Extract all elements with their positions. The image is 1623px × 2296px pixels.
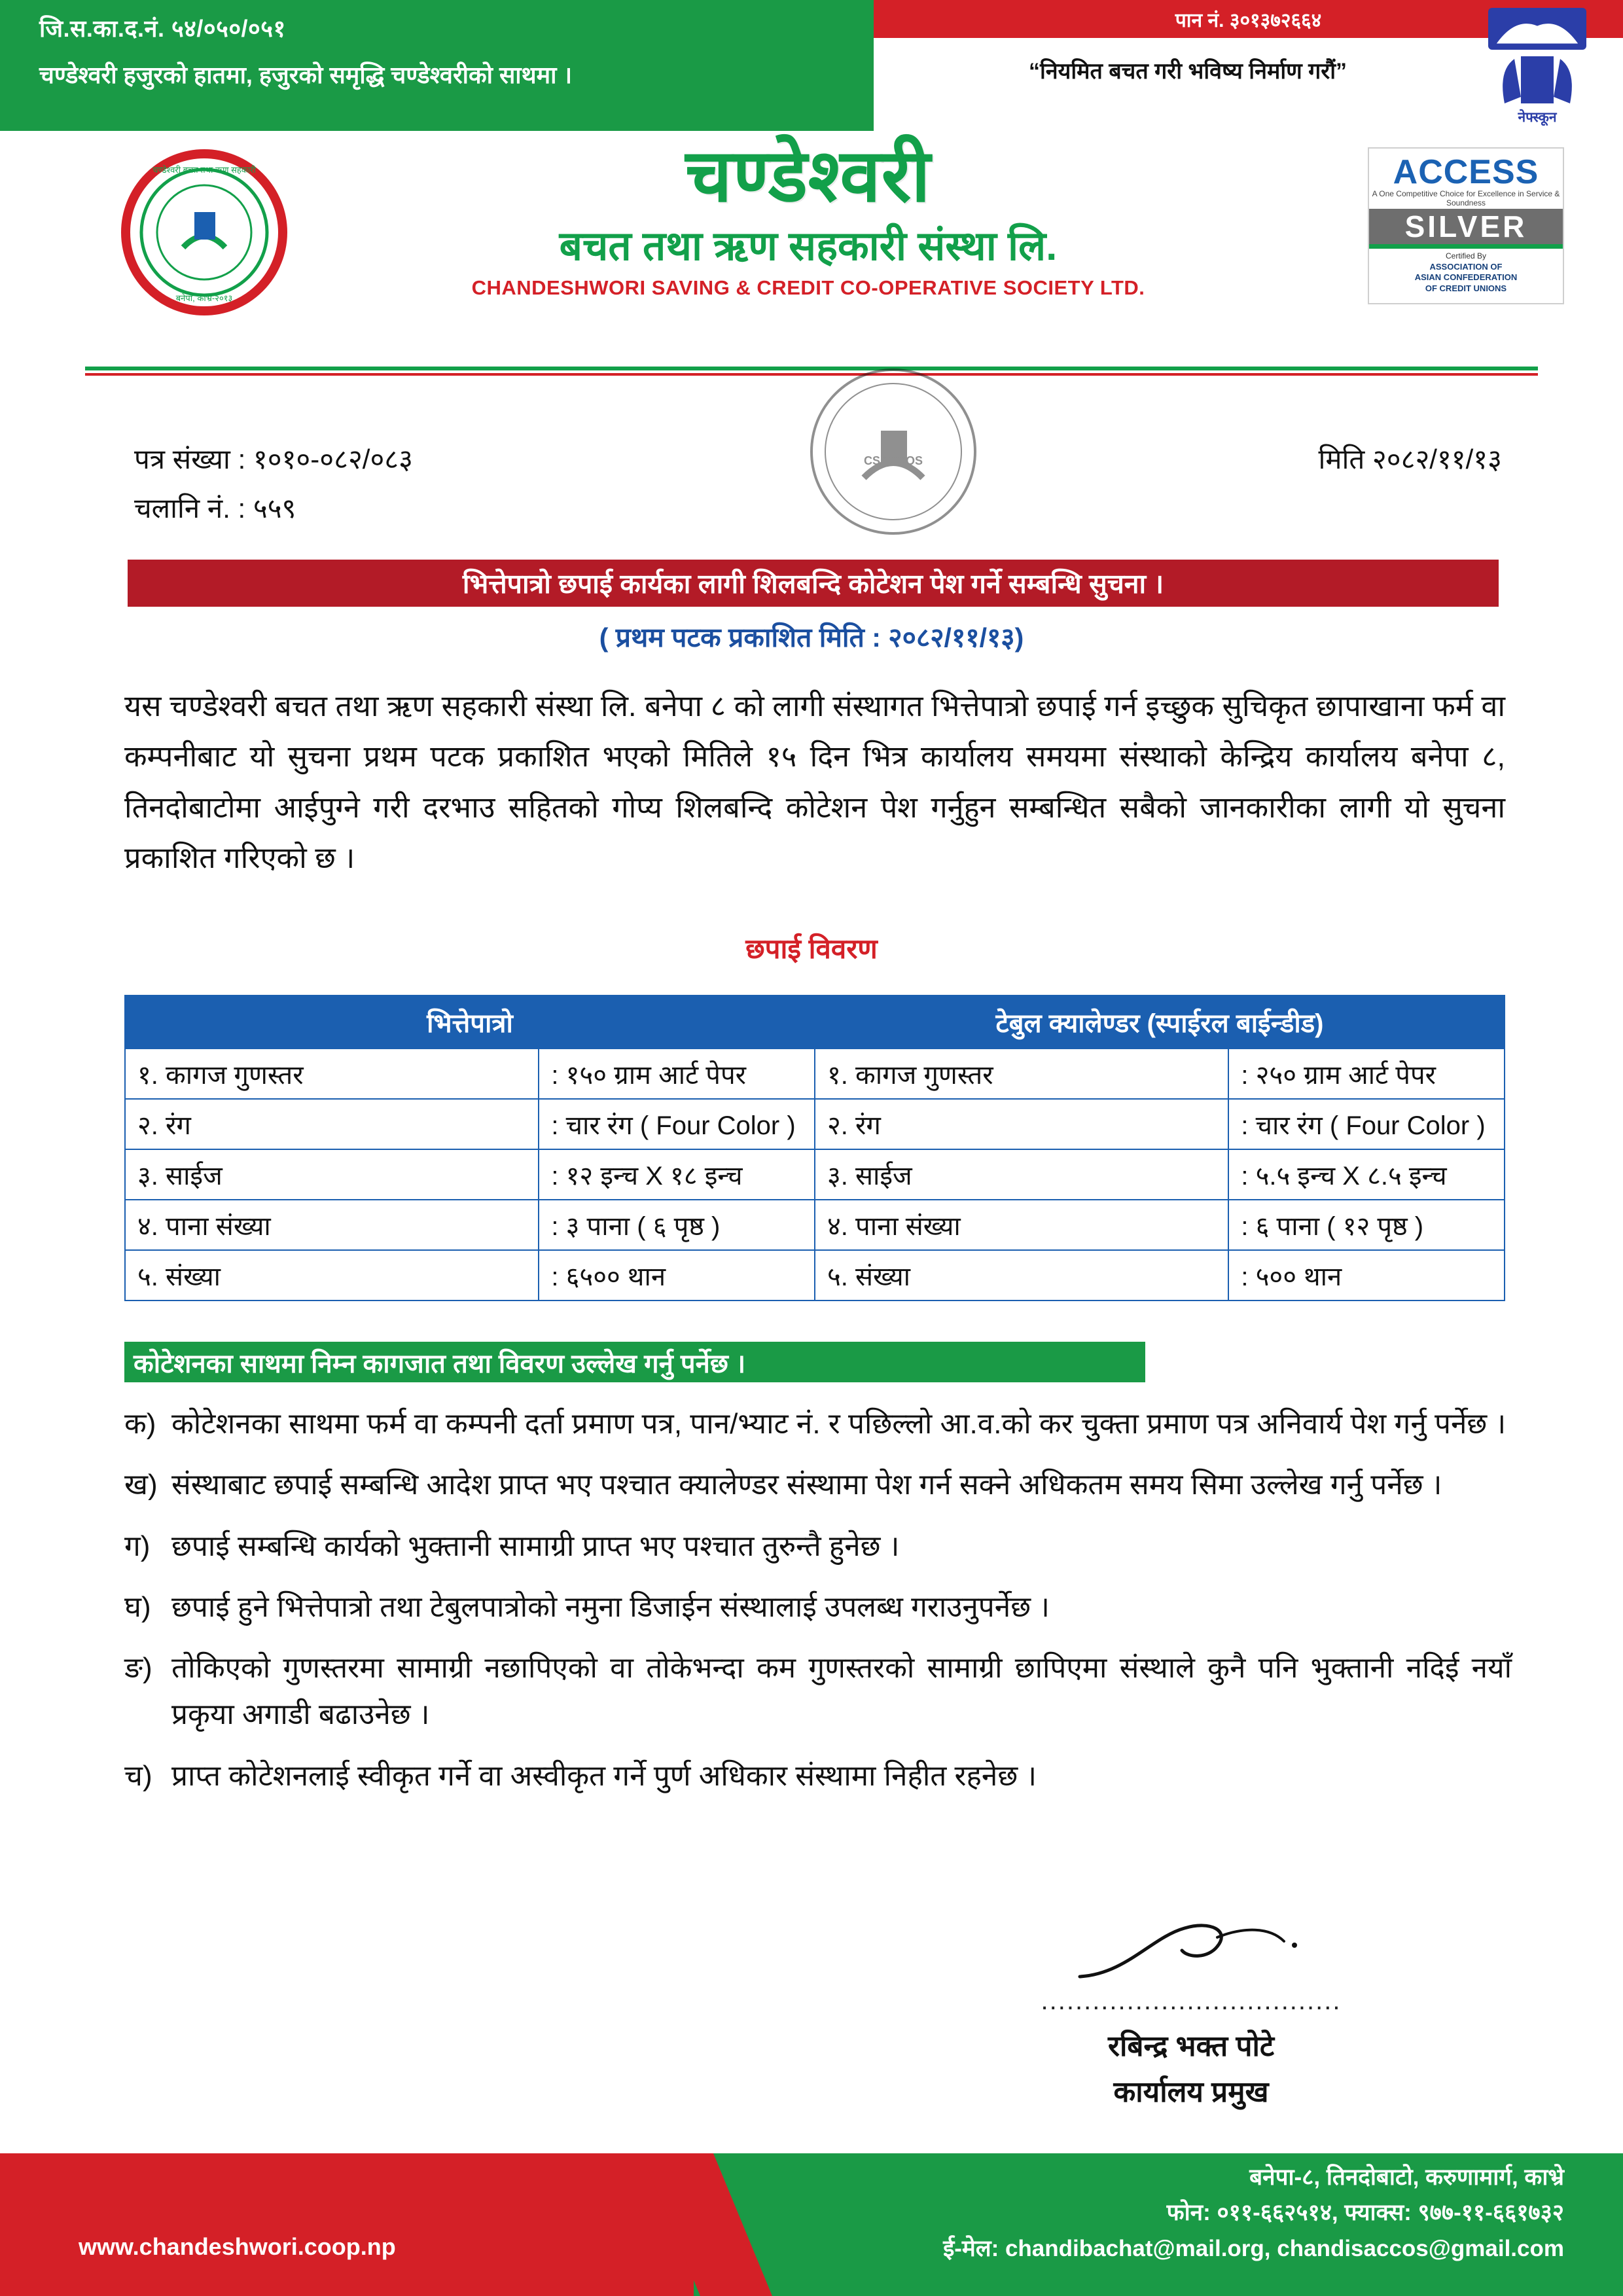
- signatory-name: रबिन्द्र भक्त पोटे: [1107, 2030, 1275, 2062]
- spec-value: : ३ पाना ( ६ पृष्ठ ): [539, 1200, 815, 1250]
- list-item-marker: च): [124, 1759, 152, 1792]
- list-item-marker: ङ): [124, 1652, 152, 1685]
- signatory-title: कार्यालय प्रमुख: [1113, 2076, 1269, 2108]
- footer-address: बनेपा-८, तिनदोबाटो, करुणामार्ग, काभ्रे: [1249, 2164, 1564, 2190]
- footer-email[interactable]: ई-मेल: chandibachat@mail.org, chandisaccos@gmail.com: [943, 2235, 1564, 2261]
- spec-label: ३. साईज: [125, 1149, 539, 1200]
- notice-publish-date: ( प्रथम पटक प्रकाशित मिति : २०८२/११/१३): [599, 622, 1024, 653]
- spec-value: : ६ पाना ( १२ पृष्ठ ): [1228, 1200, 1505, 1250]
- stamp-text: CSACCOS: [863, 454, 923, 467]
- table-row: [125, 1149, 1505, 1200]
- spec-label: ४. पाना संख्या: [815, 1200, 1228, 1250]
- savings-slogan: “नियमित बचत गरी भविष्य निर्माण गरौं”: [1028, 59, 1347, 84]
- list-item-text: तोकिएको गुणस्तरमा सामाग्री नछापिएको वा तोकेभन्दा कम गुणस्तरको सामाग्री छापिएमा संस्थाले कुनै पनि भुक्तानी नदिई नयाँ प्रकृया अगाडी बढाउनेछ ।: [171, 1652, 1512, 1731]
- spec-value: : २५० ग्राम आर्ट पेपर: [1228, 1049, 1505, 1099]
- reference-block: [134, 439, 413, 537]
- top-banner-left: [0, 0, 874, 131]
- footer-phone: फोन: ०११-६६२५१४, फ्याक्स: ९७७-११-६६१७३२: [1166, 2200, 1564, 2226]
- column-header-wall-calendar: भित्तेपात्रो: [125, 996, 815, 1049]
- pan-number: पान नं. ३०१३७२६६४: [874, 0, 1623, 38]
- registration-number: जि.स.का.द.नं. ५४/०५०/०५१: [39, 15, 286, 42]
- spec-value: : चार रंग ( Four Color ): [1228, 1099, 1505, 1149]
- spec-label: ३. साईज: [815, 1149, 1228, 1200]
- spec-value: : १५० ग्राम आर्ट पेपर: [539, 1049, 815, 1099]
- signature-block: [942, 1911, 1440, 2110]
- list-item: [124, 1523, 1512, 1570]
- list-item-marker: ख): [124, 1469, 158, 1501]
- access-divider: [1369, 244, 1563, 249]
- top-banner: [0, 0, 1623, 131]
- spec-label: १. कागज गुणस्तर: [815, 1049, 1228, 1099]
- list-item-text: छपाई सम्बन्धि कार्यको भुक्तानी सामाग्री प्राप्त भए पश्चात तुरुन्तै हुनेछ ।: [171, 1530, 900, 1562]
- spec-value: : ५०० थान: [1228, 1250, 1505, 1300]
- office-stamp-icon: [766, 353, 1021, 550]
- access-assoc-line3: OF CREDIT UNIONS: [1425, 283, 1507, 293]
- table-row: [125, 1099, 1505, 1149]
- spec-value: : चार रंग ( Four Color ): [539, 1099, 815, 1149]
- footer-left-panel: [0, 2153, 694, 2296]
- list-item-text: संस्थाबाट छपाई सम्बन्धि आदेश प्राप्त भए पश्चात क्यालेण्डर संस्थामा पेश गर्न सक्ने अधिकतम समय सिमा उल्लेख गर्नु पर्नेछ ।: [171, 1469, 1442, 1501]
- conditions-list: [124, 1401, 1512, 1814]
- spec-value: : १२ इन्च X १८ इन्च: [539, 1149, 815, 1200]
- spec-label: ५. संख्या: [125, 1250, 539, 1300]
- list-item-marker: क): [124, 1408, 156, 1440]
- access-level: SILVER: [1369, 209, 1563, 244]
- access-assoc-line2: ASIAN CONFEDERATION: [1414, 272, 1518, 283]
- letterhead: [0, 131, 1623, 380]
- list-item: [124, 1401, 1512, 1447]
- list-item: [124, 1645, 1512, 1738]
- list-item-text: प्राप्त कोटेशनलाई स्वीकृत गर्ने वा अस्वीकृत गर्ने पुर्ण अधिकार संस्थामा निहीत रहनेछ ।: [171, 1759, 1037, 1792]
- spec-label: २. रंग: [125, 1099, 539, 1149]
- access-silver-badge: [1368, 147, 1564, 304]
- footer-contact: [661, 2160, 1564, 2267]
- conditions-heading: कोटेशनका साथमा निम्न कागजात तथा विवरण उल्लेख गर्नु पर्नेछ ।: [124, 1342, 1145, 1382]
- list-item-text: कोटेशनका साथमा फर्म वा कम्पनी दर्ता प्रमाण पत्र, पान/भ्याट नं. र पछिल्लो आ.व.को कर चुक्ता प्रमाण पत्र अनिवार्य पेश गर्नु पर्नेछ ।: [171, 1408, 1507, 1440]
- table-row: [125, 1200, 1505, 1250]
- table-row: [125, 1049, 1505, 1099]
- letter-date: मिति २०८२/११/१३: [1318, 444, 1502, 475]
- organization-tagline: चण्डेश्वरी हजुरको हातमा, हजुरको समृद्धि चण्डेश्वरीको साथमा ।: [39, 62, 573, 88]
- organization-subtitle-nepali: बचत तथा ऋण सहकारी संस्था लि.: [559, 223, 1058, 269]
- table-header-row: [125, 996, 1505, 1049]
- table-row: [125, 1250, 1505, 1300]
- organization-name-nepali: चण्डेश्वरी: [685, 135, 931, 217]
- notice-title: भित्तेपात्रो छपाई कार्यका लागी शिलबन्दि कोटेशन पेश गर्ने सम्बन्धि सुचना ।: [128, 560, 1499, 607]
- dispatch-number: चलानि नं. : ५५९: [134, 493, 296, 524]
- nefscun-logo: [1475, 5, 1599, 126]
- access-assoc-line1: ASSOCIATION OF: [1429, 262, 1503, 272]
- top-banner-right: [874, 0, 1623, 131]
- letter-number: पत्र संख्या : १०१०-०८२/०८३: [134, 444, 413, 475]
- nefscun-label: नेफ्स्कून: [1518, 110, 1557, 125]
- spec-label: २. रंग: [815, 1099, 1228, 1149]
- spec-value: : ५.५ इन्च X ८.५ इन्च: [1228, 1149, 1505, 1200]
- cooperative-seal-icon: [121, 149, 288, 316]
- signature-dotted-line: ...................................: [1041, 1986, 1342, 2015]
- spec-label: ५. संख्या: [815, 1250, 1228, 1300]
- column-header-table-calendar: टेबुल क्यालेण्डर (स्पाईरल बाईन्डीड): [815, 996, 1505, 1049]
- notice-body: यस चण्डेश्वरी बचत तथा ऋण सहकारी संस्था लि. बनेपा ८ को लागी संस्थागत भित्तेपात्रो छपाई गर्न इच्छुक सुचिकृत छापाखाना फर्म वा कम्पनीबाट यो सुचना प्रथम पटक प्रकाशित भएको मितिले १५ दिन भित्र कार्यालय समयमा संस्थाको केन्द्रिय कार्यालय बनेपा ८, तिनदोबाटोमा आईपुग्ने गरी दरभाउ सहितको गोप्य शिलबन्दि कोटेशन पेश गर्नुहुन सम्बन्धित सबैको जानकारीका लागी यो सुचना प्रकाशित गरिएको छ ।: [124, 689, 1505, 875]
- printing-details-heading: छपाई विवरण: [745, 933, 878, 964]
- spec-label: १. कागज गुणस्तर: [125, 1049, 539, 1099]
- spec-value: : ६५०० थान: [539, 1250, 815, 1300]
- svg-text:बनेपा, काभ्रे-२०१३: बनेपा, काभ्रे-२०१३: [175, 293, 233, 303]
- handwritten-signature-icon: [1054, 1911, 1329, 1990]
- organization-identity: [308, 137, 1309, 300]
- list-item: [124, 1753, 1512, 1799]
- access-word: ACCESS: [1393, 153, 1539, 191]
- footer-website[interactable]: www.chandeshwori.coop.np: [79, 2233, 396, 2260]
- specification-table: [124, 995, 1505, 1301]
- organization-name-english: CHANDESHWORI SAVING & CREDIT CO-OPERATIVE SOCIETY LTD.: [471, 276, 1145, 299]
- access-tagline: A One Competitive Choice for Excellence in Service & Soundness: [1372, 189, 1560, 207]
- svg-text:चण्डेश्वरी बचत तथा ऋण सहकारी: चण्डेश्वरी बचत तथा ऋण सहकारी: [152, 165, 256, 175]
- list-item: [124, 1462, 1512, 1508]
- access-certified-by: Certified By: [1445, 251, 1487, 260]
- spec-label: ४. पाना संख्या: [125, 1200, 539, 1250]
- list-item-marker: ग): [124, 1530, 151, 1562]
- list-item: [124, 1584, 1512, 1630]
- list-item-text: छपाई हुने भित्तेपात्रो तथा टेबुलपात्रोको नमुना डिजाईन संस्थालाई उपलब्ध गराउनुपर्नेछ ।: [171, 1590, 1050, 1623]
- list-item-marker: घ): [124, 1590, 151, 1623]
